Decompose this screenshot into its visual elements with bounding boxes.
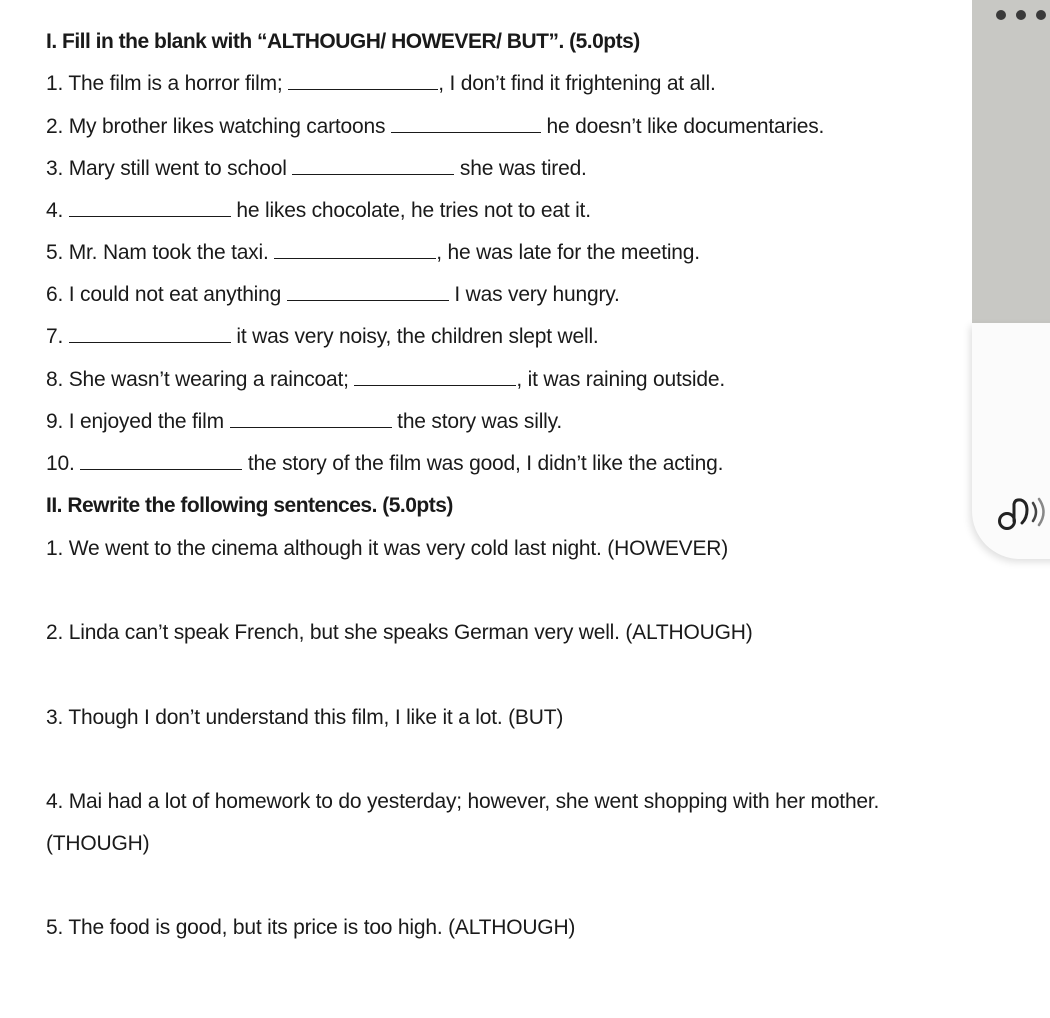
item-text-before: 3. Mary still went to school: [46, 157, 293, 180]
answer-blank[interactable]: [69, 197, 231, 217]
item-text-after: she was tired.: [454, 157, 587, 180]
item-text-before: 6. I could not eat anything: [46, 283, 287, 306]
item-text-before: 1. The film is a horror film;: [46, 72, 289, 95]
item-text-after: he likes chocolate, he tries not to eat it.: [230, 199, 591, 222]
item-text-after: the story of the film was good, I didn’t like the acting.: [242, 452, 724, 475]
item-text-before: 8. She wasn’t wearing a raincoat;: [46, 368, 355, 391]
exercise-item-1: [46, 70, 716, 98]
answer-blank[interactable]: [274, 239, 436, 259]
item-text-before: 7.: [46, 325, 69, 348]
exercise-item-8: [46, 366, 725, 394]
item-text-before: 2. My brother likes watching cartoons: [46, 115, 391, 138]
rewrite-item-4: 4. Mai had a lot of homework to do yesterday; however, she went shopping with her mother.: [46, 790, 880, 813]
section-2-heading: II. Rewrite the following sentences. (5.0pts): [46, 494, 453, 517]
item-text-after: , he was late for the meeting.: [436, 241, 700, 264]
more-dots-icon[interactable]: [990, 6, 1050, 26]
item-text-before: 4.: [46, 199, 69, 222]
side-panel-background: [972, 0, 1050, 323]
item-text-after: , it was raining outside.: [516, 368, 725, 391]
item-text-after: , I don’t find it frightening at all.: [438, 72, 716, 95]
answer-blank[interactable]: [230, 408, 392, 428]
exercise-item-2: [46, 113, 824, 141]
rewrite-item-3: 3. Though I don’t understand this film, I like it a lot. (BUT): [46, 706, 564, 729]
answer-blank[interactable]: [288, 70, 438, 90]
rewrite-item-1: 1. We went to the cinema although it was very cold last night. (HOWEVER): [46, 537, 729, 560]
exercise-item-10: [46, 450, 723, 478]
answer-blank[interactable]: [80, 450, 242, 470]
exercise-item-9: [46, 408, 562, 436]
answer-blank[interactable]: [287, 281, 449, 301]
exercise-item-5: [46, 239, 700, 267]
item-text-after: the story was silly.: [391, 410, 563, 433]
answer-blank[interactable]: [354, 366, 516, 386]
rewrite-item-4-keyword: (THOUGH): [46, 832, 150, 855]
item-text-before: 10.: [46, 452, 81, 475]
exercise-item-4: [46, 197, 591, 225]
exercise-item-7: [46, 323, 599, 351]
exercise-item-3: [46, 155, 587, 183]
exercise-item-6: [46, 281, 620, 309]
answer-blank[interactable]: [292, 155, 454, 175]
section-1-heading: I. Fill in the blank with “ALTHOUGH/ HOWEVER/ BUT”. (5.0pts): [46, 30, 640, 53]
rewrite-item-2: 2. Linda can’t speak French, but she speaks German very well. (ALTHOUGH): [46, 621, 753, 644]
item-text-before: 9. I enjoyed the film: [46, 410, 230, 433]
answer-blank[interactable]: [69, 323, 231, 343]
read-aloud-icon[interactable]: [994, 490, 1050, 540]
item-text-after: he doesn’t like documentaries.: [540, 115, 825, 138]
rewrite-item-5: 5. The food is good, but its price is too high. (ALTHOUGH): [46, 916, 576, 939]
item-text-before: 5. Mr. Nam took the taxi.: [46, 241, 275, 264]
item-text-after: I was very hungry.: [448, 283, 620, 306]
item-text-after: it was very noisy, the children slept well.: [230, 325, 599, 348]
answer-blank[interactable]: [391, 113, 541, 133]
